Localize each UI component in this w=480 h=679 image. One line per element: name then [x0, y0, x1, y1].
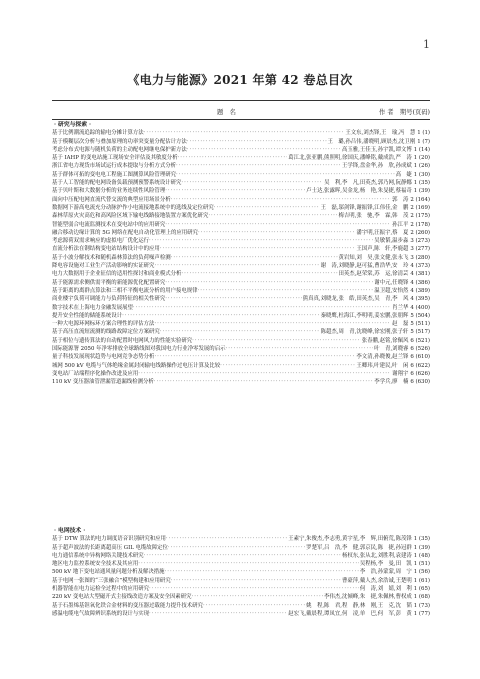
- entry-authors: 王 璐,孙吕伟,潘晓明,顾晨杰,沈卫刚: [327, 138, 416, 145]
- toc-entry: [52, 560, 430, 568]
- dot-leader: [138, 560, 359, 568]
- toc-entry: [52, 162, 430, 170]
- dot-leader: [154, 353, 355, 361]
- toc-entry: [52, 129, 430, 137]
- column-header: [52, 107, 430, 119]
- entry-authors: 王素宁,朱俊杰,李志勇,黄宇星,李 辉,田俯荒,陈茂锋: [288, 536, 412, 543]
- dot-leader: [165, 279, 373, 287]
- entry-authors: 潘宇明,汪振宇,蔡 夏: [356, 229, 409, 236]
- toc-entry: [52, 229, 430, 237]
- toc-entry: [52, 544, 430, 552]
- entry-authors: 田英杰,赵荣棠,苏 运,徐清芸: [338, 271, 409, 278]
- entry-authors: 肖兰华: [392, 304, 409, 311]
- entry-issue-page: 1 (48): [413, 552, 430, 559]
- toc-entry: [52, 254, 430, 262]
- entry-authors: 高 婕: [395, 171, 412, 178]
- toc-entry: [52, 362, 430, 370]
- dot-leader: [165, 221, 391, 229]
- entry-authors: 赵宏飞,戴晨程,谭凤宜,何 凌,单 巴,何 军,彭 黄: [288, 610, 412, 617]
- dot-leader: [176, 171, 395, 179]
- toc-entry: [52, 171, 430, 179]
- entry-issue-page: 5 (504): [410, 312, 430, 319]
- toc-entry: [52, 295, 430, 303]
- toc-entry: [52, 312, 430, 320]
- entry-issue-page: 3 (277): [410, 246, 430, 253]
- entry-authors: 陈超杰,周 青,沈晓峰,徐宏刚,张子轩: [320, 329, 409, 336]
- entry-issue-page: 1 (61): [413, 577, 430, 584]
- dot-leader: [149, 585, 359, 593]
- entry-issue-page: 4 (389): [410, 287, 430, 294]
- entry-title: 量子科技发展现状趋势与电网竞争态势分析: [52, 354, 155, 361]
- dot-leader: [191, 593, 323, 601]
- entry-issue-page: 4 (400): [410, 304, 430, 311]
- toc-entry: [52, 535, 430, 543]
- entry-issue-page: 6 (622): [410, 362, 430, 369]
- dot-leader: [203, 602, 305, 610]
- entry-title: 基于能源需求侧供需平衡的新能源优化配置研究: [52, 279, 166, 286]
- section-heading: · 电网技术 ·: [54, 528, 86, 534]
- dot-leader: [154, 262, 319, 270]
- entry-authors: 黄岩知,刘 昊,张文健,张永飞: [338, 254, 409, 261]
- entry-authors: 何 涛,刘 婧,刘 利: [359, 586, 412, 593]
- entry-title: 基于 DTW 算法的电力调度语音识别研究和应用: [52, 536, 166, 543]
- entry-authors: 曹豪萍,戴人杰,余浩诚,王楚明: [341, 577, 412, 584]
- toc-entry: [52, 287, 430, 295]
- toc-entry: [52, 552, 430, 560]
- dot-leader: [225, 345, 373, 353]
- dot-leader: [181, 179, 323, 187]
- dot-leader: [208, 212, 337, 220]
- entry-title: 商业楼宇负荷可调能力与负荷特征的相关性研究: [52, 296, 166, 303]
- entry-authors: 孙江平: [392, 221, 409, 228]
- dot-leader: [133, 304, 391, 312]
- entry-issue-page: 1 (39): [413, 188, 430, 195]
- dot-leader: [171, 577, 341, 585]
- entry-issue-page: 6 (626): [410, 370, 430, 377]
- entry-authors: 杨权东,张从北,刘胜利,袁建涛: [341, 552, 412, 559]
- entry-authors: 姚 程,陈 君,程 静,林 刚,王 克,沈 韬: [306, 602, 412, 609]
- entry-authors: 谢翔宇: [392, 370, 409, 377]
- toc-entry: [52, 221, 430, 229]
- toc-entry: [52, 146, 430, 154]
- toc-entry: [52, 602, 430, 610]
- entry-issue-page: 3 (280): [410, 254, 430, 261]
- entry-issue-page: 2 (169): [410, 204, 430, 211]
- dot-leader: [176, 162, 341, 170]
- dot-leader: [160, 245, 356, 253]
- dot-leader: [220, 362, 355, 370]
- entry-authors: 吴敏韬,温步淼: [374, 238, 409, 245]
- entry-authors: 王学锋,盘金华,孙 欣,孙成斌: [341, 163, 412, 170]
- entry-authors: 王 磊,邬剑锋,谢振锋,江伟佳,金 鹏: [320, 204, 409, 211]
- entry-title: 融合移动边缘计算的 5G 网络在配电自动化管理上的应用研究: [52, 229, 198, 236]
- entry-authors: 吴 利,李 凡,田英杰,郭乃网,阮静娜: [324, 180, 412, 187]
- entry-title: 基于高压直流短流测的线路故障定位方案研究: [52, 329, 160, 336]
- entry-issue-page: 1 (14): [413, 146, 430, 153]
- dot-leader: [198, 287, 374, 295]
- entry-authors: 叶 青,刘晓睿: [374, 346, 409, 353]
- entry-authors: 谢中元,任晓锋: [374, 279, 409, 286]
- entry-authors: 高玉雅,王佳玉,孙宇凯,谭文博: [341, 146, 412, 153]
- entry-authors: 罗楚军,吕 浩,李 健,郭京民,陈 捷,孙冠群: [306, 544, 412, 551]
- entry-title: 感温电缆电气故障辨识系统的设计与实现: [52, 610, 150, 617]
- entry-title: 提升安全性能的储能系统设计: [52, 312, 123, 319]
- toc-entry: [52, 187, 430, 195]
- entry-title: 地区电力监控系统安全技术及其应用: [52, 561, 139, 568]
- entry-issue-page: 6 (610): [410, 354, 430, 361]
- entry-title: 基于 IAHP 的变电站施工现场安全评估及其敏度分析: [52, 155, 178, 162]
- entry-title: 一种大电源环网标环方案合理性的评估方法: [52, 321, 155, 328]
- dot-leader: [166, 535, 287, 543]
- entry-issue-page: 1 (7): [417, 138, 430, 145]
- entry-title: 城网 500 kV 电缆与气体绝缘金属封闭输电线路操作过电压计算及比较: [52, 362, 221, 369]
- entry-title: 基于相位与遗传算法的自动配置时电网风力的性能实验研究: [52, 337, 193, 344]
- entry-title: 基于电网一张图的“三张融合”模型构建和应用研究: [52, 577, 171, 584]
- dot-leader: [187, 146, 341, 154]
- dot-leader: [149, 610, 287, 618]
- toc-entry: [52, 304, 430, 312]
- entry-authors: 吴程杨,李 曼,田 凯: [359, 561, 412, 568]
- entry-issue-page: 1 (77): [413, 610, 430, 617]
- entry-issue-page: 3 (273): [410, 238, 430, 245]
- entry-authors: 熊真真,刘晓龙,张 皓,田英杰,吴 青,李 风: [302, 296, 409, 303]
- dot-leader: [165, 568, 359, 576]
- dot-leader: [171, 254, 338, 262]
- toc-entry: [52, 179, 430, 187]
- toc-entry: [52, 568, 430, 576]
- toc-entry: [52, 585, 430, 593]
- dot-leader: [144, 129, 345, 137]
- toc-entry: [52, 593, 430, 601]
- entry-authors: 李学兵,廖 楠: [374, 379, 409, 386]
- entry-issue-page: 1 (39): [413, 544, 430, 551]
- entry-title: 基于距离的离群点算法和三相不平衡电流分析的用户接电规律: [52, 287, 198, 294]
- column-title-label: 题 名: [217, 109, 236, 116]
- entry-authors: 卢士达,张露晖,吴金龙,杨 艳,朱旻捷,蔡福奇: [306, 188, 412, 195]
- entry-authors: 谢 涛,刘晓静,赵可猛,曹浩华,安 玲: [320, 263, 409, 270]
- entry-authors: 李伟杰,沈倾峰,朱 捷,朱佩林,曹权成: [324, 594, 412, 601]
- entry-issue-page: 2 (164): [410, 196, 430, 203]
- header-rule: [52, 119, 430, 120]
- dot-leader: [171, 196, 392, 204]
- entry-authors: 葛江北,张亚鹏,熊照明,徐国庆,潘峰铭,戴成浩,严 涛: [288, 155, 412, 162]
- entry-issue-page: 5 (511): [410, 321, 430, 328]
- toc-entry: [52, 237, 430, 245]
- dot-leader: [187, 138, 327, 146]
- entry-issue-page: 6 (521): [410, 337, 430, 344]
- entry-issue-page: 5 (517): [410, 329, 430, 336]
- entry-issue-page: 2 (175): [410, 213, 430, 220]
- entry-issue-page: 4 (395): [410, 296, 430, 303]
- entry-authors: 秦晓鹰,杜海江,李明明,姜宏鹏,张朋辉: [320, 312, 409, 319]
- entry-issue-page: 6 (526): [410, 346, 430, 353]
- dot-leader: [165, 295, 302, 303]
- dot-leader: [165, 187, 305, 195]
- entry-title: 基于人工智能的配电网设备负载预测预警系统设计研究: [52, 180, 182, 187]
- toc-entry: [52, 154, 430, 162]
- page-number: 1: [423, 38, 430, 51]
- entry-issue-page: 4 (386): [410, 279, 430, 286]
- toc-entry: [52, 337, 430, 345]
- toc-entry: [52, 204, 430, 212]
- dot-leader: [122, 312, 320, 320]
- entry-title: 考虑源荷双需求响应的虚拟电厂优化运行: [52, 238, 150, 245]
- entry-title: 面向中压配电网直流代替交流的典型应用场景分析: [52, 196, 171, 203]
- entry-issue-page: 1 (20): [413, 155, 430, 162]
- entry-issue-page: 6 (630): [410, 379, 430, 386]
- entry-issue-page: 4 (381): [410, 271, 430, 278]
- entry-issue-page: 1 (30): [413, 171, 430, 178]
- section-heading: · 研究与探索 ·: [54, 122, 92, 128]
- entry-issue-page: 4 (373): [410, 263, 430, 270]
- entry-issue-page: 1 (26): [413, 163, 430, 170]
- toc-entry: [52, 262, 430, 270]
- toc-entry: [52, 138, 430, 146]
- toc-entry: [52, 196, 430, 204]
- entry-title: 变电站厂站端程序化操作改进及应用: [52, 370, 139, 377]
- entry-issue-page: 1 (68): [413, 594, 430, 601]
- column-author-issue-label: 作 者 期号(页码): [379, 109, 430, 116]
- entry-title: 基于贝叶斯和大数据分析的业务连续性风险管理: [52, 188, 166, 195]
- toc-entry: [52, 610, 430, 618]
- entry-title: 500 kV 地下变电站通风量问题分析及解决措施: [52, 569, 165, 576]
- dot-leader: [198, 229, 355, 237]
- entry-title: 基于模糊层次分析与叠加原理的功率突变量分配估计方法: [52, 138, 187, 145]
- entry-title: 数字技术在上海电力金融发展展望: [52, 304, 133, 311]
- entry-title: 电力通信系统中异构网络关键技术研究: [52, 552, 144, 559]
- entry-authors: 李文清,孙晓俊,赵兰锋: [356, 354, 409, 361]
- entry-issue-page: 1 (51): [413, 561, 430, 568]
- entry-title: 基于小波分解技术和随机森林算法的负荷噪声检测: [52, 254, 171, 261]
- entry-title: 电力大数据用于企业征信的适用性探讨和商业模式分析: [52, 271, 182, 278]
- entry-authors: 王文东,刘杰锋,王 瑜,冯 慧: [345, 130, 416, 137]
- entry-issue-page: 2 (260): [410, 229, 430, 236]
- toc-entry: [52, 378, 430, 386]
- entry-title: 110 kV 变压器油管泄漏管道漏线检测分析: [52, 379, 154, 386]
- entry-title: 基于石墨烯基钽氧化铁合金材料的变压器过载能力提升技术研究: [52, 602, 203, 609]
- entry-authors: 温卫超,安怡然: [374, 287, 409, 294]
- entry-title: 基于群体可拓的变电电工程施工图测算风险管理研究: [52, 171, 176, 178]
- entry-issue-page: 1 (73): [413, 602, 430, 609]
- toc-entry: [52, 320, 430, 328]
- entry-title: 基于超声波法的长距离超高压 GIL 电缆故障定位: [52, 544, 168, 551]
- dot-leader: [192, 337, 361, 345]
- dot-leader: [214, 204, 320, 212]
- page-title: 《电力与能源》2021 年第 42 卷总目次: [127, 73, 353, 87]
- section-research: [52, 121, 430, 387]
- dot-leader: [144, 552, 341, 560]
- dot-leader: [181, 270, 337, 278]
- entry-title: 浙江省电力现货市场试运行成本提取与分析方式分析: [52, 163, 176, 170]
- toc-entry: [52, 270, 430, 278]
- entry-title: 机器智能在电力运检全过程中的应用研究: [52, 586, 150, 593]
- section-grid-technology: [52, 527, 430, 618]
- entry-authors: 王卿玮,叶建民,叶 闲: [356, 362, 409, 369]
- entry-issue-page: 1 (1): [417, 130, 430, 137]
- entry-title: 国际能源署 2050 年净零排放全球路线图对我国电力行业净零发展的启示: [52, 346, 226, 353]
- toc-entry: [52, 212, 430, 220]
- dot-leader: [178, 154, 288, 162]
- toc-entry: [52, 279, 430, 287]
- entry-authors: 赵 磊: [392, 321, 409, 328]
- entry-issue-page: 1 (35): [413, 180, 430, 187]
- toc-entry: [52, 577, 430, 585]
- top-rule: [52, 100, 430, 101]
- entry-title: 考虑分布式电源与随机负荷的主动配电网继电保护新方法: [52, 146, 187, 153]
- entry-title: 数据网下游高电流充分动脉护作小电流接地系统中的选线及定位研究: [52, 204, 214, 211]
- entry-authors: 王国声,陈 轩,李鹿超: [356, 246, 409, 253]
- dot-leader: [154, 378, 374, 386]
- entry-title: 直流分析法在钢结构变电站结构设计中的应用: [52, 246, 160, 253]
- toc-entry: [52, 328, 430, 336]
- entry-issue-page: 1 (56): [413, 569, 430, 576]
- toc-entry: [52, 370, 430, 378]
- toc-entry: [52, 353, 430, 361]
- entry-issue-page: 1 (65): [413, 586, 430, 593]
- toc-entry: [52, 245, 430, 253]
- entry-authors: 梅吉明,张 驰,李 霖,韩 茂: [338, 213, 409, 220]
- dot-leader: [154, 320, 391, 328]
- toc-entry: [52, 345, 430, 353]
- entry-authors: 李 浩,孙蒙蒙,周 宁: [359, 569, 412, 576]
- entry-issue-page: 1 (35): [413, 536, 430, 543]
- entry-title: 森林草原火灾高危和高风险区域下输电线路接地装置方案优化研究: [52, 213, 209, 220]
- entry-title: 智能型弱合电流监测技术在变电站中的应用研究: [52, 221, 166, 228]
- entry-authors: 张春鹏,赵铭,徐佩风: [361, 337, 409, 344]
- entry-title: 降电容设施对工业生产活动影响的实证研究: [52, 263, 155, 270]
- dot-leader: [149, 237, 373, 245]
- dot-leader: [138, 370, 391, 378]
- dot-leader: [160, 328, 320, 336]
- entry-authors: 郭 涛: [392, 196, 409, 203]
- entry-title: 220 kV 变电站大型磁开式主接线改造方案及安全因素研究: [52, 594, 192, 601]
- entry-issue-page: 2 (178): [410, 221, 430, 228]
- entry-title: 基于比例潮流追踪的输电分摊计算方法: [52, 130, 144, 137]
- dot-leader: [168, 544, 305, 552]
